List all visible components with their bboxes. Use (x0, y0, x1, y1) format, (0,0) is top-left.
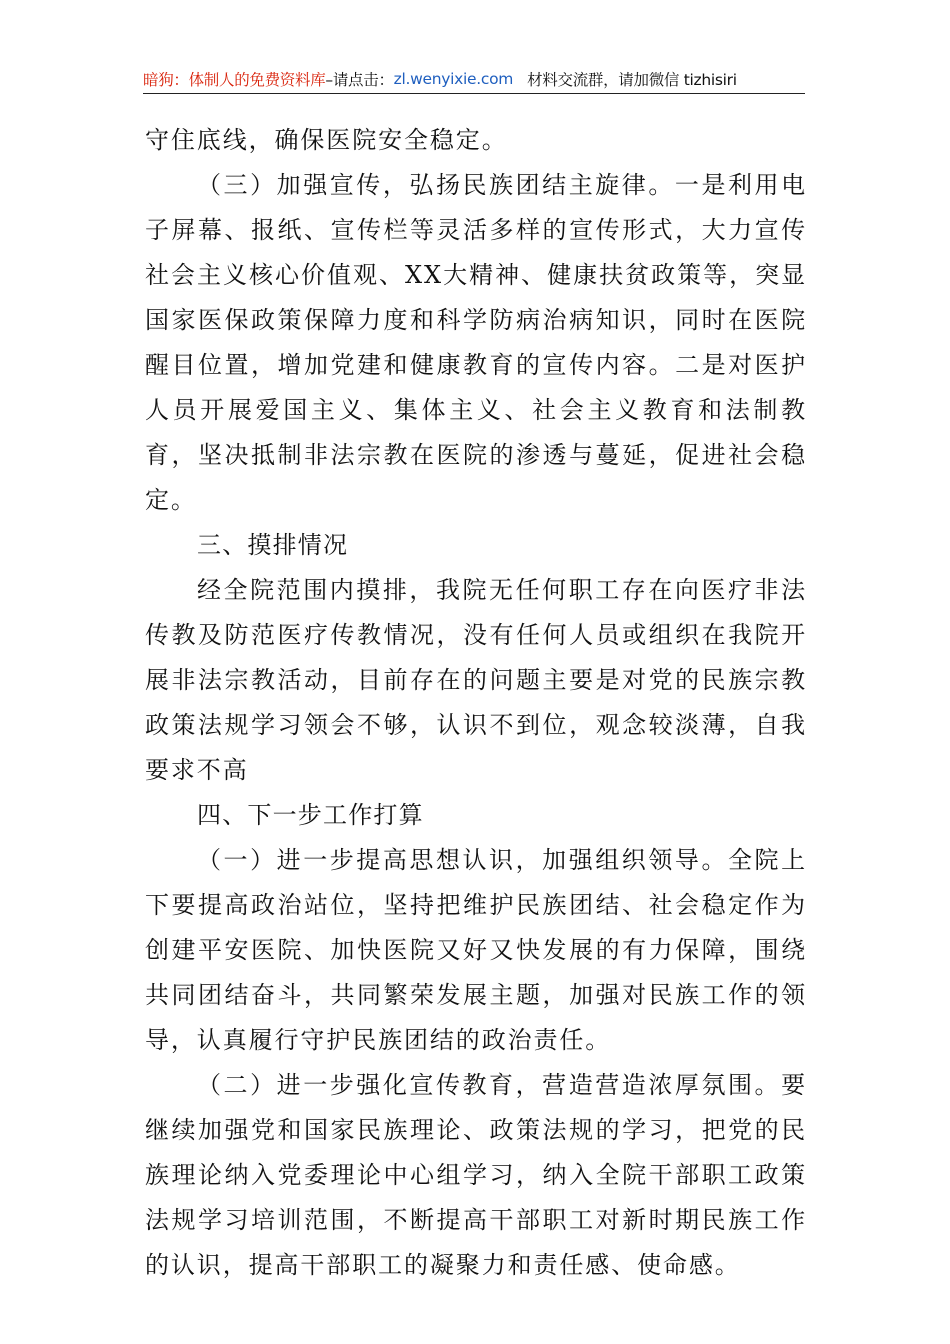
paragraph-next-step-1: （一）进一步提高思想认识，加强组织领导。全院上下要提高政治站位，坚持把维护民族团结、社会稳定作为创建平安医院、加快医院又好又快发展的有力保障，围绕共同团结奋斗，共同繁荣发展主题，加强对民族工作的领导，认真履行守护民族团结的政治责任。 (145, 846, 807, 1054)
document-body (145, 118, 807, 1288)
paragraph-next-step-2: （二）进一步强化宣传教育，营造营造浓厚氛围。要继续加强党和国家民族理论、政策法规的学习，把党的民族理论纳入党委理论中心组学习，纳入全院干部职工政策法规学习培训范围，不断提高干部职工对新时期民族工作的认识，提高干部职工的凝聚力和责任感、使命感。 (145, 1071, 807, 1279)
section-heading-investigation: 三、摸排情况 (197, 531, 349, 559)
header-prompt: –请点击： (325, 70, 394, 89)
paragraph-publicity: （三）加强宣传，弘扬民族团结主旋律。一是利用电子屏幕、报纸、宣传栏等灵活多样的宣传形式，大力宣传社会主义核心价值观、XX大精神、健康扶贫政策等，突显国家医保政策保障力度和科学防病治病知识，同时在医院醒目位置，增加党建和健康教育的宣传内容。二是对医护人员开展爱国主义、集体主义、社会主义教育和法制教育，坚决抵制非法宗教在医院的渗透与蔓延，促进社会稳定。 (145, 171, 807, 514)
header-url-link[interactable]: zl.wenyixie.com (393, 69, 514, 88)
page-header (143, 68, 805, 94)
paragraph-continuation: 守住底线，确保医院安全稳定。 (145, 126, 508, 154)
section-heading-next-steps: 四、下一步工作打算 (197, 801, 424, 829)
paragraph-investigation: 经全院范围内摸排，我院无任何职工存在向医疗非法传教及防范医疗传教情况，没有任何人员或组织在我院开展非法宗教活动，目前存在的问题主要是对党的民族宗教政策法规学习领会不够，认识不到位，观念较淡薄，自我要求不高 (145, 576, 807, 784)
header-brand: 暗狗：体制人的免费资料库 (143, 70, 326, 89)
header-contact: 材料交流群，请加微信 tizhisiri (527, 70, 737, 89)
